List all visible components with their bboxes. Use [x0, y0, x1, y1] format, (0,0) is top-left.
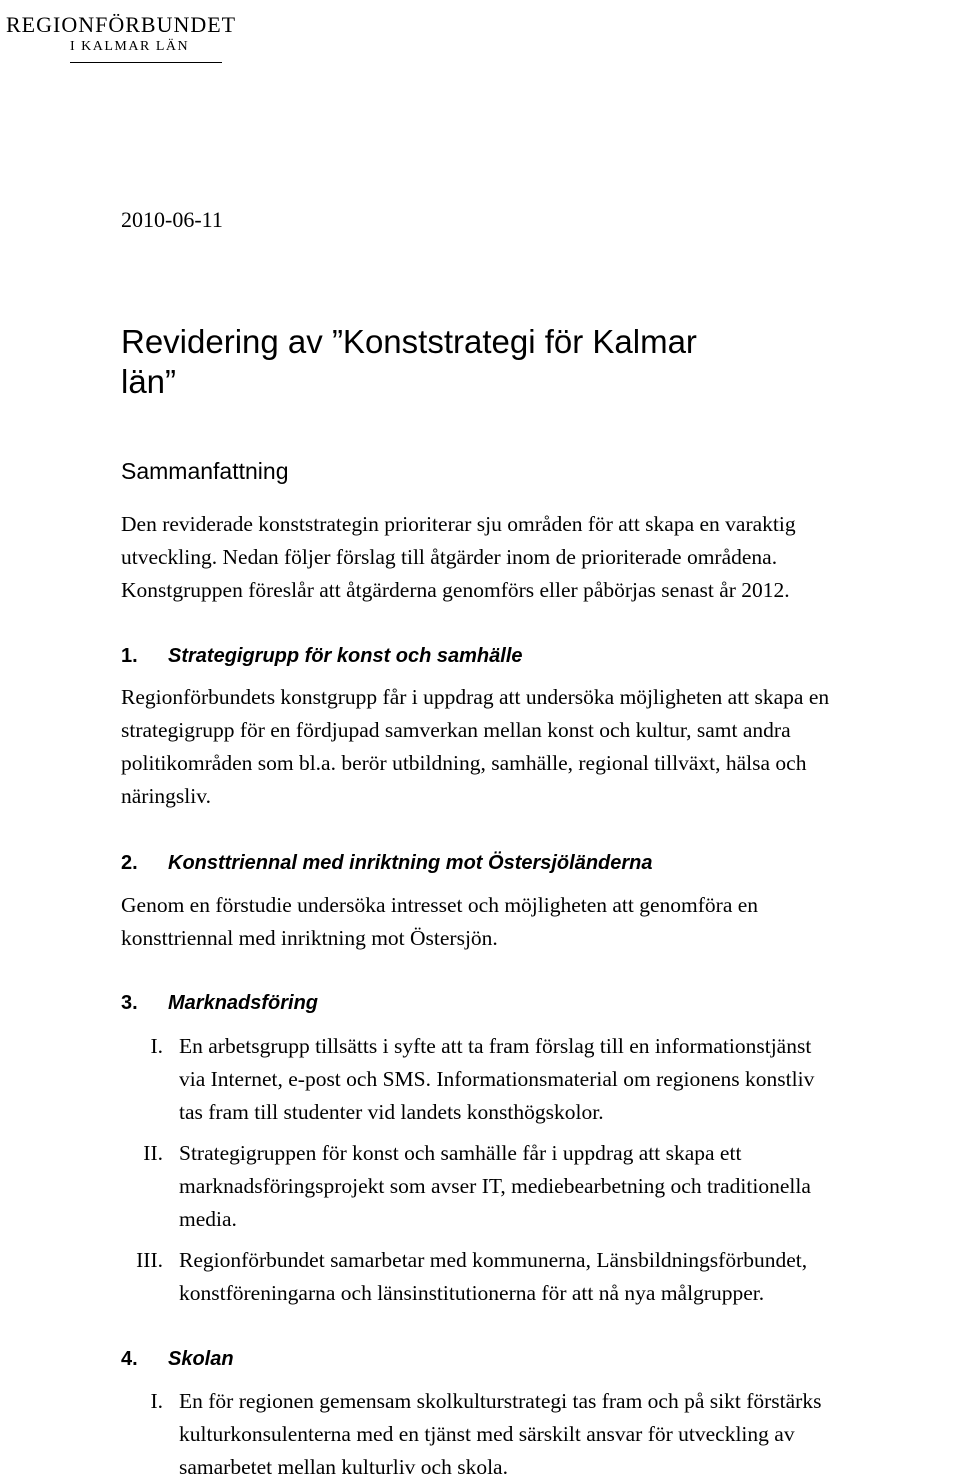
logo-subtitle: I KALMAR LÄN: [70, 39, 190, 54]
section-4-title: Skolan: [168, 1348, 234, 1370]
section-3-title: Marknadsföring: [168, 992, 319, 1014]
section-2-title: Konsttriennal med inriktning mot Östersjöländerna: [168, 852, 653, 874]
list-item-text: Strategigruppen för konst och samhälle får i uppdrag att skapa ett marknadsföringsprojekt som avser IT, mediebearbetning och traditionella media.: [179, 1141, 811, 1231]
list-marker: III.: [136, 1248, 163, 1272]
section-4-number: 4.: [121, 1348, 138, 1370]
list-marker: II.: [143, 1141, 163, 1165]
section-2-heading: [121, 849, 653, 877]
section-3-heading: [121, 989, 318, 1017]
summary-text: Den reviderade konststrategin prioriterar sju områden för att skapa en varaktig utveckling. Nedan följer förslag till åtgärder inom de prioriterade områdena. Konstgruppen föreslår att åtgärderna genomförs eller påbörjas senast år 2012.: [121, 512, 796, 602]
section-1-title: Strategigrupp för konst och samhälle: [168, 645, 523, 667]
list-item-text: Regionförbundet samarbetar med kommunerna, Länsbildningsförbundet, konstföreningarna och länsinstitutionerna för att nå nya målgrupper.: [179, 1248, 808, 1305]
section-4-heading: [121, 1345, 234, 1373]
section-2-number: 2.: [121, 852, 138, 874]
section-1-number: 1.: [121, 645, 138, 667]
logo-name: REGIONFÖRBUNDET: [6, 12, 237, 37]
section-2-text: Genom en förstudie undersöka intresset och möjligheten att genomföra en konsttriennal med inriktning mot Östersjön.: [121, 893, 759, 950]
section-3-number: 3.: [121, 992, 138, 1014]
list-item-text: En för regionen gemensam skolkulturstrategi tas fram och på sikt förstärks kulturkonsulenterna med en tjänst med särskilt ansvar för utveckling av samarbetet mellan kulturliv och skola.: [179, 1389, 822, 1479]
section-1-text: Regionförbundets konstgrupp får i uppdrag att undersöka möjligheten att skapa en strategigrupp för en fördjupad samverkan mellan konst och kultur, samt andra politikområden som bl.a. berör utbildning, samhälle, regional tillväxt, hälsa och näringsliv.: [121, 685, 830, 808]
logo-underline: [70, 62, 222, 63]
list-marker: I.: [150, 1034, 163, 1058]
regionforbundet-logo: [6, 10, 256, 70]
list-item-text: En arbetsgrupp tillsätts i syfte att ta fram förslag till en informationstjänst via Internet, e-post och SMS. Informationsmaterial om regionens konstliv tas fram till studenter vid landets konsthögskolor.: [179, 1034, 815, 1124]
list-marker: I.: [150, 1389, 163, 1413]
document-date: 2010-06-11: [121, 207, 223, 232]
summary-heading: Sammanfattning: [121, 458, 289, 484]
document-title: Revidering av ”Konststrategi för Kalmar län”: [121, 323, 697, 400]
section-1-heading: [121, 642, 523, 670]
